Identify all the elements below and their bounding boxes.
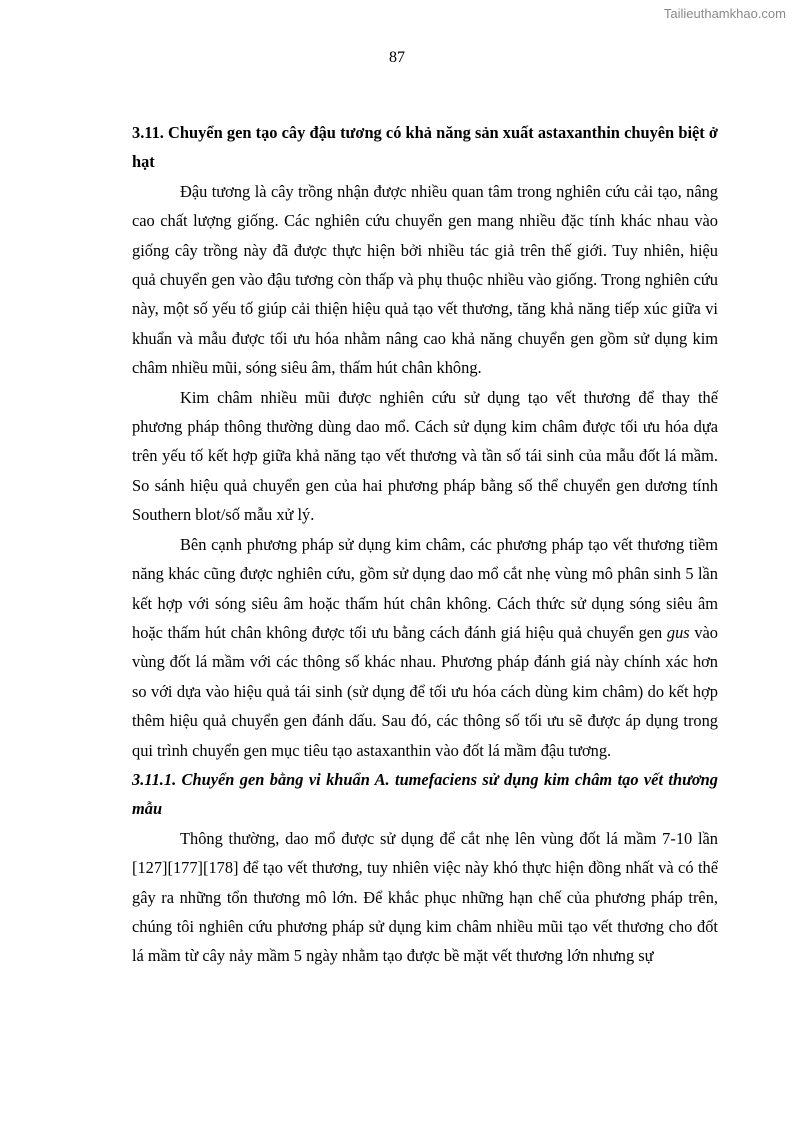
paragraph: Kim châm nhiều mũi được nghiên cứu sử dụng tạo vết thương để thay thế phương pháp thông thường dùng dao mổ. Cách sử dụng kim châm được tối ưu hóa dựa trên yếu tố kết hợp giữa khả năng tạo vết thương và tần số tái sinh của mẫu đốt lá mầm. So sánh hiệu quả chuyển gen của hai phương pháp bằng số thể chuyển gen dương tính Southern blot/số mẫu xử lý. xyxy=(132,387,718,525)
paragraph-text: vào vùng đốt lá mầm với các thông số khác nhau. Phương pháp đánh giá này chính xác hơn so với dựa vào hiệu quả tái sinh (sử dụng để tối ưu hóa cách dùng kim châm) do kết hợp thêm hiệu quả chuyển gen đánh dấu. Sau đó, các thông số tối ưu sẽ được áp dụng trong qui trình chuyển gen mục tiêu tạo astaxanthin vào đốt lá mầm đậu tương. xyxy=(132,622,718,760)
paragraph: Thông thường, dao mổ được sử dụng để cắt nhẹ lên vùng đốt lá mầm 7-10 lần [127][177][178] để tạo vết thương, tuy nhiên việc này khó thực hiện đồng nhất và có thể gây ra những tổn thương mô lớn. Để khắc phục những hạn chế của phương pháp trên, chúng tôi nghiên cứu phương pháp sử dụng kim châm nhiều mũi tạo vết thương cho đốt lá mầm từ cây nảy mầm 5 ngày nhằm tạo được bề mặt vết thương lớn nhưng sự xyxy=(132,828,718,966)
paragraph xyxy=(132,530,718,765)
watermark: Tailieuthamkhao.com xyxy=(663,6,786,21)
paragraph: Đậu tương là cây trồng nhận được nhiều quan tâm trong nghiên cứu cải tạo, nâng cao chất lượng giống. Các nghiên cứu chuyển gen mang nhiều đặc tính khác nhau vào giống cây trồng này đã được thực hiện bởi nhiều tác giả trên thế giới. Tuy nhiên, hiệu quả chuyển gen vào đậu tương còn thấp và phụ thuộc nhiều vào giống. Trong nghiên cứu này, một số yếu tố giúp cải thiện hiệu quả tạo vết thương, tăng khả năng tiếp xúc giữa vi khuẩn và mẫu được tối ưu hóa nhằm nâng cao khả năng chuyển gen gồm sử dụng kim châm nhiều mũi, sóng siêu âm, thấm hút chân không. xyxy=(132,181,718,378)
subsection-heading: 3.11.1. Chuyển gen bằng vi khuẩn A. tumefaciens sử dụng kim châm tạo vết thương mẫu xyxy=(132,769,718,819)
section-heading: 3.11. Chuyển gen tạo cây đậu tương có khả năng sản xuất astaxanthin chuyên biệt ở hạt xyxy=(132,123,718,172)
paragraph-text: Bên cạnh phương pháp sử dụng kim châm, các phương pháp tạo vết thương tiềm năng khác cũng được nghiên cứu, gồm sử dụng dao mổ cắt nhẹ vùng mô phân sinh 5 lần kết hợp với sóng siêu âm hoặc thấm hút chân không. Cách thức sử dụng sóng siêu âm hoặc thấm hút chân không được tối ưu bằng cách đánh giá hiệu quả chuyển gen xyxy=(132,534,718,642)
gene-name-italic: gus xyxy=(666,622,690,642)
page-body xyxy=(132,118,718,971)
page-number: 87 xyxy=(389,49,405,66)
